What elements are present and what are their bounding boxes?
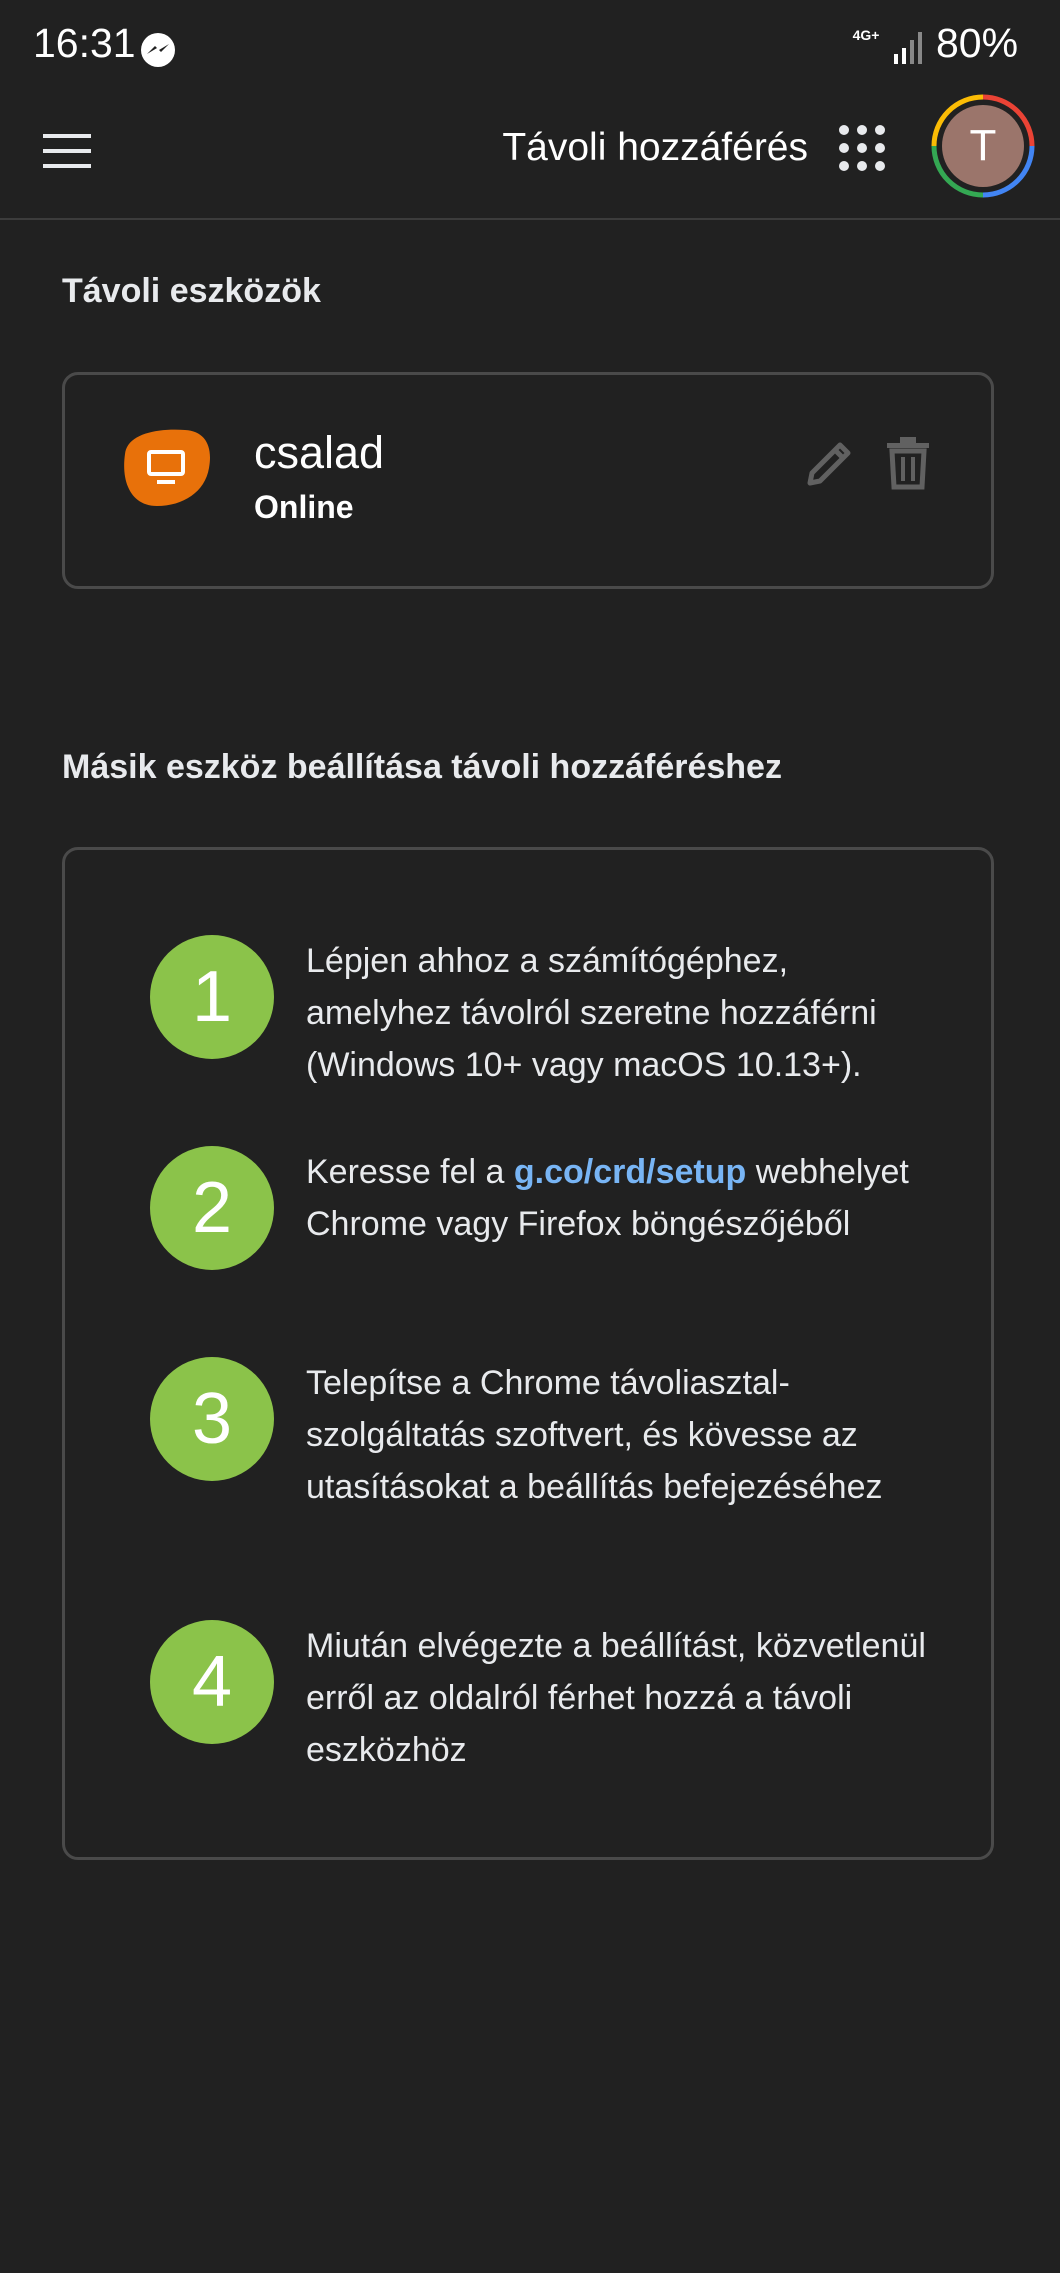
step-text-before: Keresse fel a — [306, 1153, 514, 1191]
edit-icon[interactable] — [802, 435, 858, 491]
step-number-badge: 3 — [150, 1357, 274, 1481]
network-icon: 4G+ — [852, 27, 880, 43]
messenger-icon — [138, 30, 178, 70]
step-text: Lépjen ahhoz a számítógéphez, amelyhez távolról szeretne hozzáférni (Windows 10+ vagy macOS 10.13+). — [306, 942, 877, 1084]
account-avatar[interactable] — [930, 93, 1036, 199]
page-title: Távoli hozzáférés — [502, 126, 808, 169]
apps-grid-icon[interactable] — [834, 120, 890, 176]
device-name[interactable]: csalad — [254, 427, 385, 478]
setup-heading: Másik eszköz beállítása távoli hozzáféréshez — [62, 748, 782, 786]
delete-icon[interactable] — [883, 435, 933, 491]
status-time: 16:31 — [33, 20, 136, 66]
avatar-initial: T — [942, 105, 1024, 187]
step-text-after: webhelyet Chrome vagy Firefox böngészőjéből — [306, 1153, 909, 1243]
setup-steps-card — [62, 847, 994, 1860]
signal-icon — [893, 30, 923, 64]
app-bar — [0, 90, 1060, 220]
device-status: Online — [254, 489, 354, 525]
step-text — [306, 1146, 926, 1250]
step-number-badge: 1 — [150, 935, 274, 1059]
status-bar — [0, 0, 1060, 90]
step-number-badge: 4 — [150, 1620, 274, 1744]
step-text: Miután elvégezte a beállítást, közvetlenül erről az oldalról férhet hozzá a távoli eszközhöz — [306, 1627, 926, 1769]
step-text: Telepítse a Chrome távoliasztal-szolgáltatás szoftvert, és kövesse az utasításokat a beállítás befejezéséhez — [306, 1364, 883, 1506]
step-number-badge: 2 — [150, 1146, 274, 1270]
device-card[interactable] — [62, 372, 994, 589]
remote-devices-heading: Távoli eszközök — [62, 272, 321, 310]
setup-link[interactable]: g.co/crd/setup — [513, 1153, 747, 1191]
menu-icon[interactable] — [38, 122, 96, 180]
computer-icon — [117, 426, 213, 508]
battery-level: 80% — [936, 20, 1019, 66]
